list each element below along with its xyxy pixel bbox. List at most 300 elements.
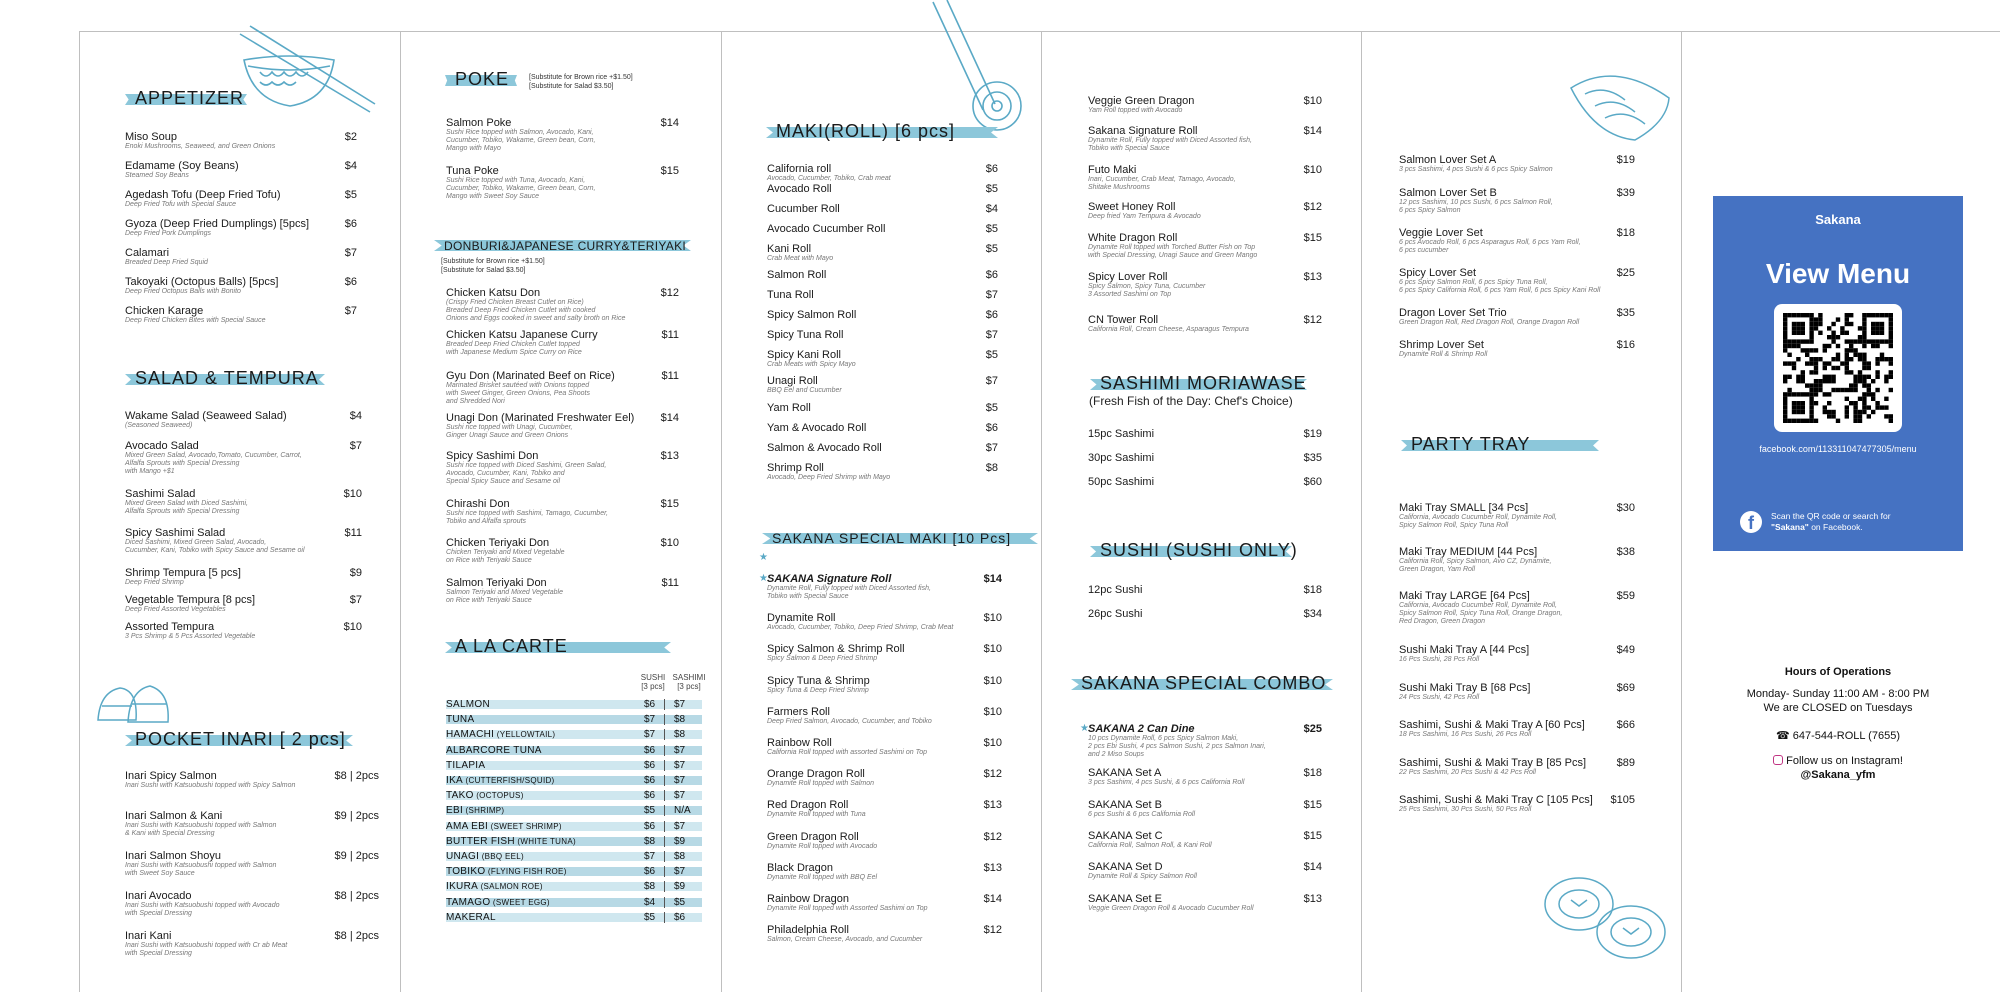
item-name: Spicy Salmon Roll <box>767 309 857 321</box>
menu-item <box>125 850 379 890</box>
alacarte-fish-name: AMA EBI (SWEET SHRIMP) <box>446 820 562 832</box>
item-price: $89 <box>1616 757 1635 769</box>
item-price: $10 <box>983 675 1002 687</box>
item-name: Inari Salmon Shoyu <box>125 850 221 862</box>
alacarte-fish-name: BUTTER FISH (WHITE TUNA) <box>446 835 576 847</box>
item-name: Sushi Maki Tray B [68 Pcs] <box>1399 682 1531 694</box>
menu-item <box>1399 187 1635 227</box>
item-name: Maki Tray LARGE [64 Pcs] <box>1399 590 1530 602</box>
item-name: Veggie Green Dragon <box>1088 95 1195 107</box>
menu-item <box>767 462 998 488</box>
alacarte-fish-name: TUNA <box>446 714 475 726</box>
menu-item <box>125 218 357 247</box>
item-price: $15 <box>660 165 679 177</box>
item-name: Sashimi, Sushi & Maki Tray C [105 Pcs] <box>1399 794 1593 806</box>
item-description: Veggie Green Dragon Roll & Avocado Cucumber Roll <box>1088 905 1254 912</box>
sushi-price: $6 <box>644 820 656 832</box>
sushi-price: $6 <box>644 699 656 710</box>
item-price: $34 <box>1303 608 1322 620</box>
inari-list <box>125 770 379 970</box>
alacarte-sushi-header: SUSHI [3 pcs] <box>640 673 666 691</box>
item-name: Chicken Teriyaki Don <box>446 537 550 549</box>
item-price: $14 <box>660 412 679 424</box>
item-name: Wakame Salad (Seaweed Salad) <box>125 410 287 422</box>
item-price: $25 <box>1616 267 1635 279</box>
sashimi-price: $7 <box>674 820 686 832</box>
item-description: 24 Pcs Sushi, 42 Pcs Roll <box>1399 694 1480 701</box>
item-name: Farmers Roll <box>767 706 830 718</box>
item-price: $19 <box>1616 154 1635 166</box>
item-price: $35 <box>1616 307 1635 319</box>
phone-number: 647-544-ROLL (7655) <box>1792 730 1900 742</box>
signature-rolls-list <box>1088 95 1322 344</box>
item-price: $8 | 2pcs <box>334 930 379 942</box>
menu-item <box>125 810 379 850</box>
item-price: $12 <box>1303 314 1322 326</box>
item-description: Spicy Salmon & Deep Fried Shrimp <box>767 655 878 662</box>
menu-item <box>125 567 362 594</box>
item-description: Mixed Green Salad with Diced Sashimi, Alfalfa Sprouts with Special Dressing <box>125 500 248 515</box>
item-description: Green Dragon Roll, Red Dragon Roll, Orange Dragon Roll <box>1399 319 1580 326</box>
item-price: $7 <box>985 329 998 341</box>
item-name: Sakana Signature Roll <box>1088 125 1198 137</box>
item-name: Sweet Honey Roll <box>1088 201 1176 213</box>
menu-item <box>1088 232 1322 271</box>
item-description: Dynamite Roll, Fully topped with Diced Assorted fish, Tobiko with Special Sauce <box>1088 137 1252 152</box>
menu-item <box>767 349 998 375</box>
special-maki-list <box>759 573 1002 955</box>
item-price: $39 <box>1616 187 1635 199</box>
menu-item <box>1088 164 1322 201</box>
item-price: $5 <box>985 223 998 235</box>
item-price: $2 <box>344 131 357 143</box>
item-description: Yam Roll topped with Avocado <box>1088 107 1183 114</box>
item-price: $10 <box>983 643 1002 655</box>
item-price: $4 <box>344 160 357 172</box>
item-price: $10 <box>983 706 1002 718</box>
menu-item <box>767 893 1002 924</box>
poke-heading <box>451 71 511 88</box>
menu-item <box>446 329 679 370</box>
alacarte-row <box>446 775 702 786</box>
item-description: Deep Fried Octopus Balls with Bonito <box>125 288 241 295</box>
menu-item <box>767 675 1002 706</box>
item-description: 25 Pcs Sashimi, 30 Pcs Sushi, 50 Pcs Roll <box>1399 806 1532 813</box>
item-price: $14 <box>983 573 1002 585</box>
item-description: Sushi rice topped with Unagi, Cucumber, Ginger Unagi Sauce and Green Onions <box>446 424 573 439</box>
item-description: 3 Pcs Shrimp & 5 Pcs Assorted Vegetable <box>125 633 256 640</box>
sashimi-price: $7 <box>674 759 686 771</box>
item-price: $15 <box>660 498 679 510</box>
alacarte-sashimi-header: SASHIMI [3 pcs] <box>672 673 706 691</box>
menu-item <box>1399 546 1635 590</box>
item-name: Sashimi Salad <box>125 488 196 500</box>
menu-item <box>1088 608 1322 632</box>
menu-item <box>125 160 357 189</box>
menu-item <box>1088 861 1322 893</box>
donburi-note-brown-rice: [Substitute for Brown rice +$1.50] <box>441 258 545 265</box>
item-price: $60 <box>1303 476 1322 488</box>
item-description: Avocado, Cucumber, Tobiko, Deep Fried Shrimp, Crab Meat <box>767 624 954 631</box>
item-price: $14 <box>983 893 1002 905</box>
menu-item <box>125 890 379 930</box>
item-price: $12 <box>660 287 679 299</box>
item-description: BBQ Eel and Cucumber <box>767 387 842 394</box>
instagram-line[interactable] <box>1713 755 1963 767</box>
hours-title: Hours of Operations <box>1784 666 1892 678</box>
menu-item <box>767 402 998 422</box>
menu-item <box>767 375 998 402</box>
item-name: Chicken Katsu Japanese Curry <box>446 329 598 341</box>
item-description: California Roll, Cream Cheese, Asparagus Tempura <box>1088 326 1249 333</box>
menu-item <box>1088 452 1322 476</box>
item-name: Inari Spicy Salmon <box>125 770 217 782</box>
item-price: $12 <box>983 831 1002 843</box>
item-name: Black Dragon <box>767 862 834 874</box>
item-price: $5 <box>985 243 998 255</box>
item-price: $11 <box>344 527 362 539</box>
item-description: Breaded Deep Fried Squid <box>125 259 208 266</box>
item-name: 26pc Sushi <box>1088 608 1143 620</box>
item-description: Enoki Mushrooms, Seaweed, and Green Onions <box>125 143 276 150</box>
sashimi-price: $7 <box>674 866 686 878</box>
menu-item <box>767 612 1002 643</box>
item-price: $7 <box>344 247 357 259</box>
item-description: Deep Fried Assorted Vegetables <box>125 606 226 613</box>
sushi-price: $6 <box>644 759 656 771</box>
menu-item <box>767 799 1002 831</box>
menu-item <box>446 537 679 577</box>
item-description: 10 pcs Dynamite Roll, 6 pcs Spicy Salmon Maki, 2 pcs Ebi Sushi, 4 pcs Salmon Sushi, 2 pcs Salmon Inari, and 2 Miso Soups <box>1088 735 1266 758</box>
item-price: $12 <box>983 924 1002 936</box>
item-name: SAKANA 2 Can Dine <box>1088 723 1195 735</box>
menu-item <box>767 422 998 442</box>
menu-item <box>1399 719 1635 757</box>
item-name: SAKANA Set C <box>1088 830 1163 842</box>
item-name: Orange Dragon Roll <box>767 768 865 780</box>
phone-line[interactable] <box>1713 729 1963 742</box>
item-price: $11 <box>661 370 679 382</box>
item-name: Unagi Don (Marinated Freshwater Eel) <box>446 412 635 424</box>
item-price: $11 <box>661 329 679 341</box>
menu-item <box>767 329 998 349</box>
menu-item <box>1088 830 1322 861</box>
instagram-handle[interactable]: @Sakana_yfm <box>1800 769 1876 781</box>
menu-item <box>767 183 998 203</box>
item-price: $6 <box>985 422 998 434</box>
sashimi-price: $8 <box>674 714 686 726</box>
item-name: Dragon Lover Set Trio <box>1399 307 1507 319</box>
item-description: Deep Fried Pork Dumplings <box>125 230 211 237</box>
menu-item <box>767 862 1002 893</box>
menu-item <box>125 247 357 276</box>
item-name: Shrimp Roll <box>767 462 824 474</box>
item-description: Salmon, Cream Cheese, Avocado, and Cucumber <box>767 936 923 943</box>
item-description: Mixed Green Salad, Avocado,Tomato, Cucumber, Carrot, Alfalfa Sprouts with Special Dressing with Mango +$1 <box>125 452 302 475</box>
menu-item <box>1088 201 1322 232</box>
alacarte-row <box>446 790 702 801</box>
sashimi-price: $7 <box>674 744 686 756</box>
item-price: $14 <box>1303 125 1322 137</box>
item-name: Maki Tray MEDIUM [44 Pcs] <box>1399 546 1538 558</box>
sashimi-price: $9 <box>674 835 686 847</box>
menu-item <box>1088 314 1322 344</box>
item-name: Spicy Salmon & Shrimp Roll <box>767 643 905 655</box>
menu-item <box>446 412 679 450</box>
alacarte-fish-name: ALBARCORE TUNA <box>446 744 542 756</box>
item-name: Rainbow Dragon <box>767 893 849 905</box>
menu-item <box>125 440 362 488</box>
item-name: Veggie Lover Set <box>1399 227 1483 239</box>
sushi-price: $8 <box>644 835 656 847</box>
lover-sets-list <box>1399 154 1635 369</box>
menu-item <box>1399 502 1635 546</box>
menu-item <box>125 621 362 648</box>
sushi-price: $4 <box>644 896 656 908</box>
alacarte-fish-name: TAKO (OCTOPUS) <box>446 790 524 802</box>
moriawase-heading <box>1096 373 1307 393</box>
moriawase-subtitle: (Fresh Fish of the Day: Chef's Choice) <box>1089 394 1293 408</box>
salad-list <box>125 410 362 648</box>
item-name: SAKANA Set B <box>1088 799 1162 811</box>
maki-heading <box>772 123 992 140</box>
item-description: Dynamite Roll topped with Assorted Sashimi on Top <box>767 905 928 912</box>
item-description: 18 Pcs Sashimi, 16 Pcs Sushi, 26 Pcs Roll <box>1399 731 1532 738</box>
menu-item <box>1088 799 1322 830</box>
item-description: Inari Sushi with Katsuobushi topped with Avocado with Special Dressing <box>125 902 280 917</box>
sushi-only-heading <box>1096 540 1298 560</box>
item-name: Edamame (Soy Beans) <box>125 160 239 172</box>
item-name: Takoyaki (Octopus Balls) [5pcs] <box>125 276 279 288</box>
combo-title: SAKANA SPECIAL COMBO <box>1081 673 1327 693</box>
sashimi-price: $8 <box>674 729 686 741</box>
menu-item <box>767 203 998 223</box>
appetizer-title: APPETIZER <box>135 88 245 108</box>
facebook-menu-card[interactable] <box>1713 196 1963 551</box>
menu-item <box>125 770 379 810</box>
item-price: $13 <box>1303 893 1322 905</box>
item-name: California roll <box>767 163 832 175</box>
item-price: $5 <box>344 189 357 201</box>
item-name: Spicy Lover Set <box>1399 267 1477 279</box>
menu-item <box>767 924 1002 955</box>
menu-item <box>767 223 998 243</box>
item-description: Dynamite Roll & Shrimp Roll <box>1399 351 1488 358</box>
menu-item <box>1399 307 1635 339</box>
menu-item <box>767 643 1002 675</box>
menu-item <box>767 442 998 462</box>
menu-item <box>446 577 679 607</box>
item-description: Steamed Soy Beans <box>125 172 189 179</box>
menu-item <box>767 831 1002 862</box>
item-name: Maki Tray SMALL [34 Pcs] <box>1399 502 1529 514</box>
item-description: Spicy Tuna & Deep Fried Shrimp <box>767 687 869 694</box>
inari-heading <box>131 731 347 748</box>
item-name: SAKANA Signature Roll <box>767 573 892 585</box>
item-price: $49 <box>1616 644 1635 656</box>
facebook-brand: Sakana <box>1815 212 1861 227</box>
sushi-price: $5 <box>644 911 656 923</box>
item-name: Tuna Poke <box>446 165 499 177</box>
item-price: $18 <box>1616 227 1635 239</box>
star-icon: ★ <box>1080 723 1089 734</box>
item-description: Deep Fried Shrimp <box>125 579 184 586</box>
item-description: Avocado, Deep Fried Shrimp with Mayo <box>767 474 891 481</box>
item-price: $7 <box>349 440 362 452</box>
menu-item <box>1399 644 1635 682</box>
item-description: Dynamite Roll topped with Avocado <box>767 843 878 850</box>
item-description: Sushi rice topped with Diced Sashimi, Green Salad, Avocado, Cucumber, Kani, Tobiko and Special Spicy Sauce and Sesame oil <box>446 462 607 485</box>
item-name: Chicken Karage <box>125 305 204 317</box>
alacarte-fish-name: IKURA (SALMON ROE) <box>446 881 543 893</box>
item-name: CN Tower Roll <box>1088 314 1159 326</box>
item-price: $35 <box>1303 452 1322 464</box>
instagram-icon <box>1773 755 1783 765</box>
menu-item <box>759 573 1002 612</box>
sashimi-price: $7 <box>674 790 686 802</box>
poke-note-brown-rice: [Substitute for Brown rice +$1.50] <box>529 74 633 81</box>
item-description: 16 Pcs Sushi, 28 Pcs Roll <box>1399 656 1480 663</box>
item-description: Crab Meats with Spicy Mayo <box>767 361 856 368</box>
item-description: 3 pcs Sashimi, 4 pcs Sushi & 6 pcs Spicy Salmon <box>1399 166 1553 173</box>
alacarte-row <box>446 821 702 832</box>
party-heading <box>1407 436 1593 453</box>
special-maki-title: SAKANA SPECIAL MAKI [10 Pcs] <box>772 529 1012 546</box>
item-description: Dynamite Roll, Fully topped with Diced Assorted fish, Tobiko with Special Sauce <box>767 585 931 600</box>
item-name: Avocado Salad <box>125 440 199 452</box>
menu-item <box>1399 267 1635 307</box>
appetizer-list <box>125 131 357 334</box>
alacarte-fish-name: MAKERAL <box>446 911 496 923</box>
alacarte-row <box>446 805 702 816</box>
item-description: Breaded Deep Fried Chicken Cutlet topped with Japanese Medium Spice Curry on Rice <box>446 341 582 356</box>
menu-item <box>125 594 362 621</box>
sashimi-price: $5 <box>674 896 686 908</box>
alacarte-row <box>446 729 702 740</box>
sushi-price: $7 <box>644 729 656 741</box>
item-price: $10 <box>660 537 679 549</box>
item-price: $19 <box>1303 428 1322 440</box>
item-price: $6 <box>985 163 998 175</box>
item-name: Gyoza (Deep Fried Dumplings) [5pcs] <box>125 218 310 230</box>
item-name: Agedash Tofu (Deep Fried Tofu) <box>125 189 281 201</box>
sushi-only-list <box>1088 584 1322 632</box>
item-name: Miso Soup <box>125 131 177 143</box>
menu-item <box>1088 767 1322 799</box>
item-price: $9 | 2pcs <box>334 850 379 862</box>
item-price: $5 <box>985 183 998 195</box>
item-price: $10 <box>983 612 1002 624</box>
item-price: $6 <box>985 309 998 321</box>
item-name: Cucumber Roll <box>767 203 840 215</box>
item-price: $14 <box>1303 861 1322 873</box>
item-name: Red Dragon Roll <box>767 799 849 811</box>
item-price: $10 <box>1303 164 1322 176</box>
item-price: $15 <box>1303 232 1322 244</box>
instagram-label: Follow us on Instagram! <box>1786 755 1903 767</box>
facebook-url[interactable]: facebook.com/113311047477305/menu <box>1759 444 1917 454</box>
item-description: Inari Sushi with Katsuobushi topped with Cr ab Meat with Special Dressing <box>125 942 288 957</box>
moriawase-list <box>1088 428 1322 500</box>
item-name: Inari Avocado <box>125 890 192 902</box>
alacarte-fish-name: TAMAGO (SWEET EGG) <box>446 896 550 908</box>
sashimi-price: $6 <box>674 911 686 923</box>
item-price: $10 <box>343 621 362 633</box>
donburi-note-salad: [Substitute for Salad $3.50] <box>441 267 526 274</box>
item-price: $9 | 2pcs <box>334 810 379 822</box>
item-description: California Roll topped with assorted Sashimi on Top <box>767 749 928 756</box>
item-name: Spicy Tuna & Shrimp <box>767 675 870 687</box>
salad-heading <box>131 370 319 387</box>
alacarte-fish-name: EBI (SHRIMP) <box>446 805 505 817</box>
item-name: Inari Kani <box>125 930 172 942</box>
item-price: $10 <box>343 488 362 500</box>
item-name: 12pc Sushi <box>1088 584 1143 596</box>
alacarte-row <box>446 866 702 877</box>
alacarte-fish-name: TOBIKO (FLYING FISH ROE) <box>446 866 567 878</box>
item-price: $30 <box>1616 502 1635 514</box>
menu-item <box>125 276 357 305</box>
donburi-heading <box>440 237 685 254</box>
maki-list <box>767 163 998 488</box>
item-price: $9 <box>349 567 362 579</box>
item-price: $7 <box>985 375 998 387</box>
menu-item <box>446 370 679 412</box>
facebook-headline: View Menu <box>1765 258 1911 289</box>
menu-item <box>767 706 1002 737</box>
item-name: Salmon Lover Set A <box>1399 154 1497 166</box>
item-description: Deep Fried Salmon, Avocado, Cucumber, and Tobiko <box>767 718 932 725</box>
menu-item <box>1088 476 1322 500</box>
alacarte-row <box>446 851 702 862</box>
qr-code[interactable] <box>1774 304 1902 432</box>
alacarte-fish-name: SALMON <box>446 699 491 710</box>
poke-list <box>446 117 679 213</box>
menu-item <box>767 289 998 309</box>
phone-icon: ☎ <box>1776 730 1790 742</box>
menu-item <box>767 269 998 289</box>
alacarte-row <box>446 881 702 892</box>
item-name: 15pc Sashimi <box>1088 428 1155 440</box>
item-price: $6 <box>344 276 357 288</box>
menu-item <box>1399 757 1635 794</box>
item-description: Spicy Salmon, Spicy Tuna, Cucumber 3 Assorted Sashimi on Top <box>1088 283 1206 298</box>
menu-item <box>1399 682 1635 719</box>
hours-days: Monday- Sunday 11:00 AM - 8:00 PM <box>1746 688 1930 700</box>
item-description: California, Avocado Cucumber Roll, Dynamite Roll, Spicy Salmon Roll, Spicy Tuna Roll <box>1399 514 1557 529</box>
menu-item <box>1080 723 1322 767</box>
item-name: Philadelphia Roll <box>767 924 849 936</box>
menu-item <box>1399 794 1635 824</box>
sushi-price: $6 <box>644 775 656 786</box>
item-name: Spicy Sashimi Salad <box>125 527 226 539</box>
item-name: Assorted Tempura <box>125 621 215 633</box>
item-name: Vegetable Tempura [8 pcs] <box>125 594 256 606</box>
sushi-price: $6 <box>644 866 656 878</box>
item-name: Yam Roll <box>767 402 811 414</box>
item-name: Yam & Avocado Roll <box>767 422 867 434</box>
item-price: $66 <box>1616 719 1635 731</box>
menu-item <box>767 243 998 269</box>
item-name: Avocado Roll <box>767 183 832 195</box>
item-price: $7 <box>985 289 998 301</box>
menu-item <box>1088 271 1322 314</box>
item-price: $7 <box>985 442 998 454</box>
item-price: $15 <box>1303 830 1322 842</box>
party-tray-list <box>1399 502 1635 824</box>
alacarte-row <box>446 912 702 923</box>
item-price: $5 <box>985 349 998 361</box>
